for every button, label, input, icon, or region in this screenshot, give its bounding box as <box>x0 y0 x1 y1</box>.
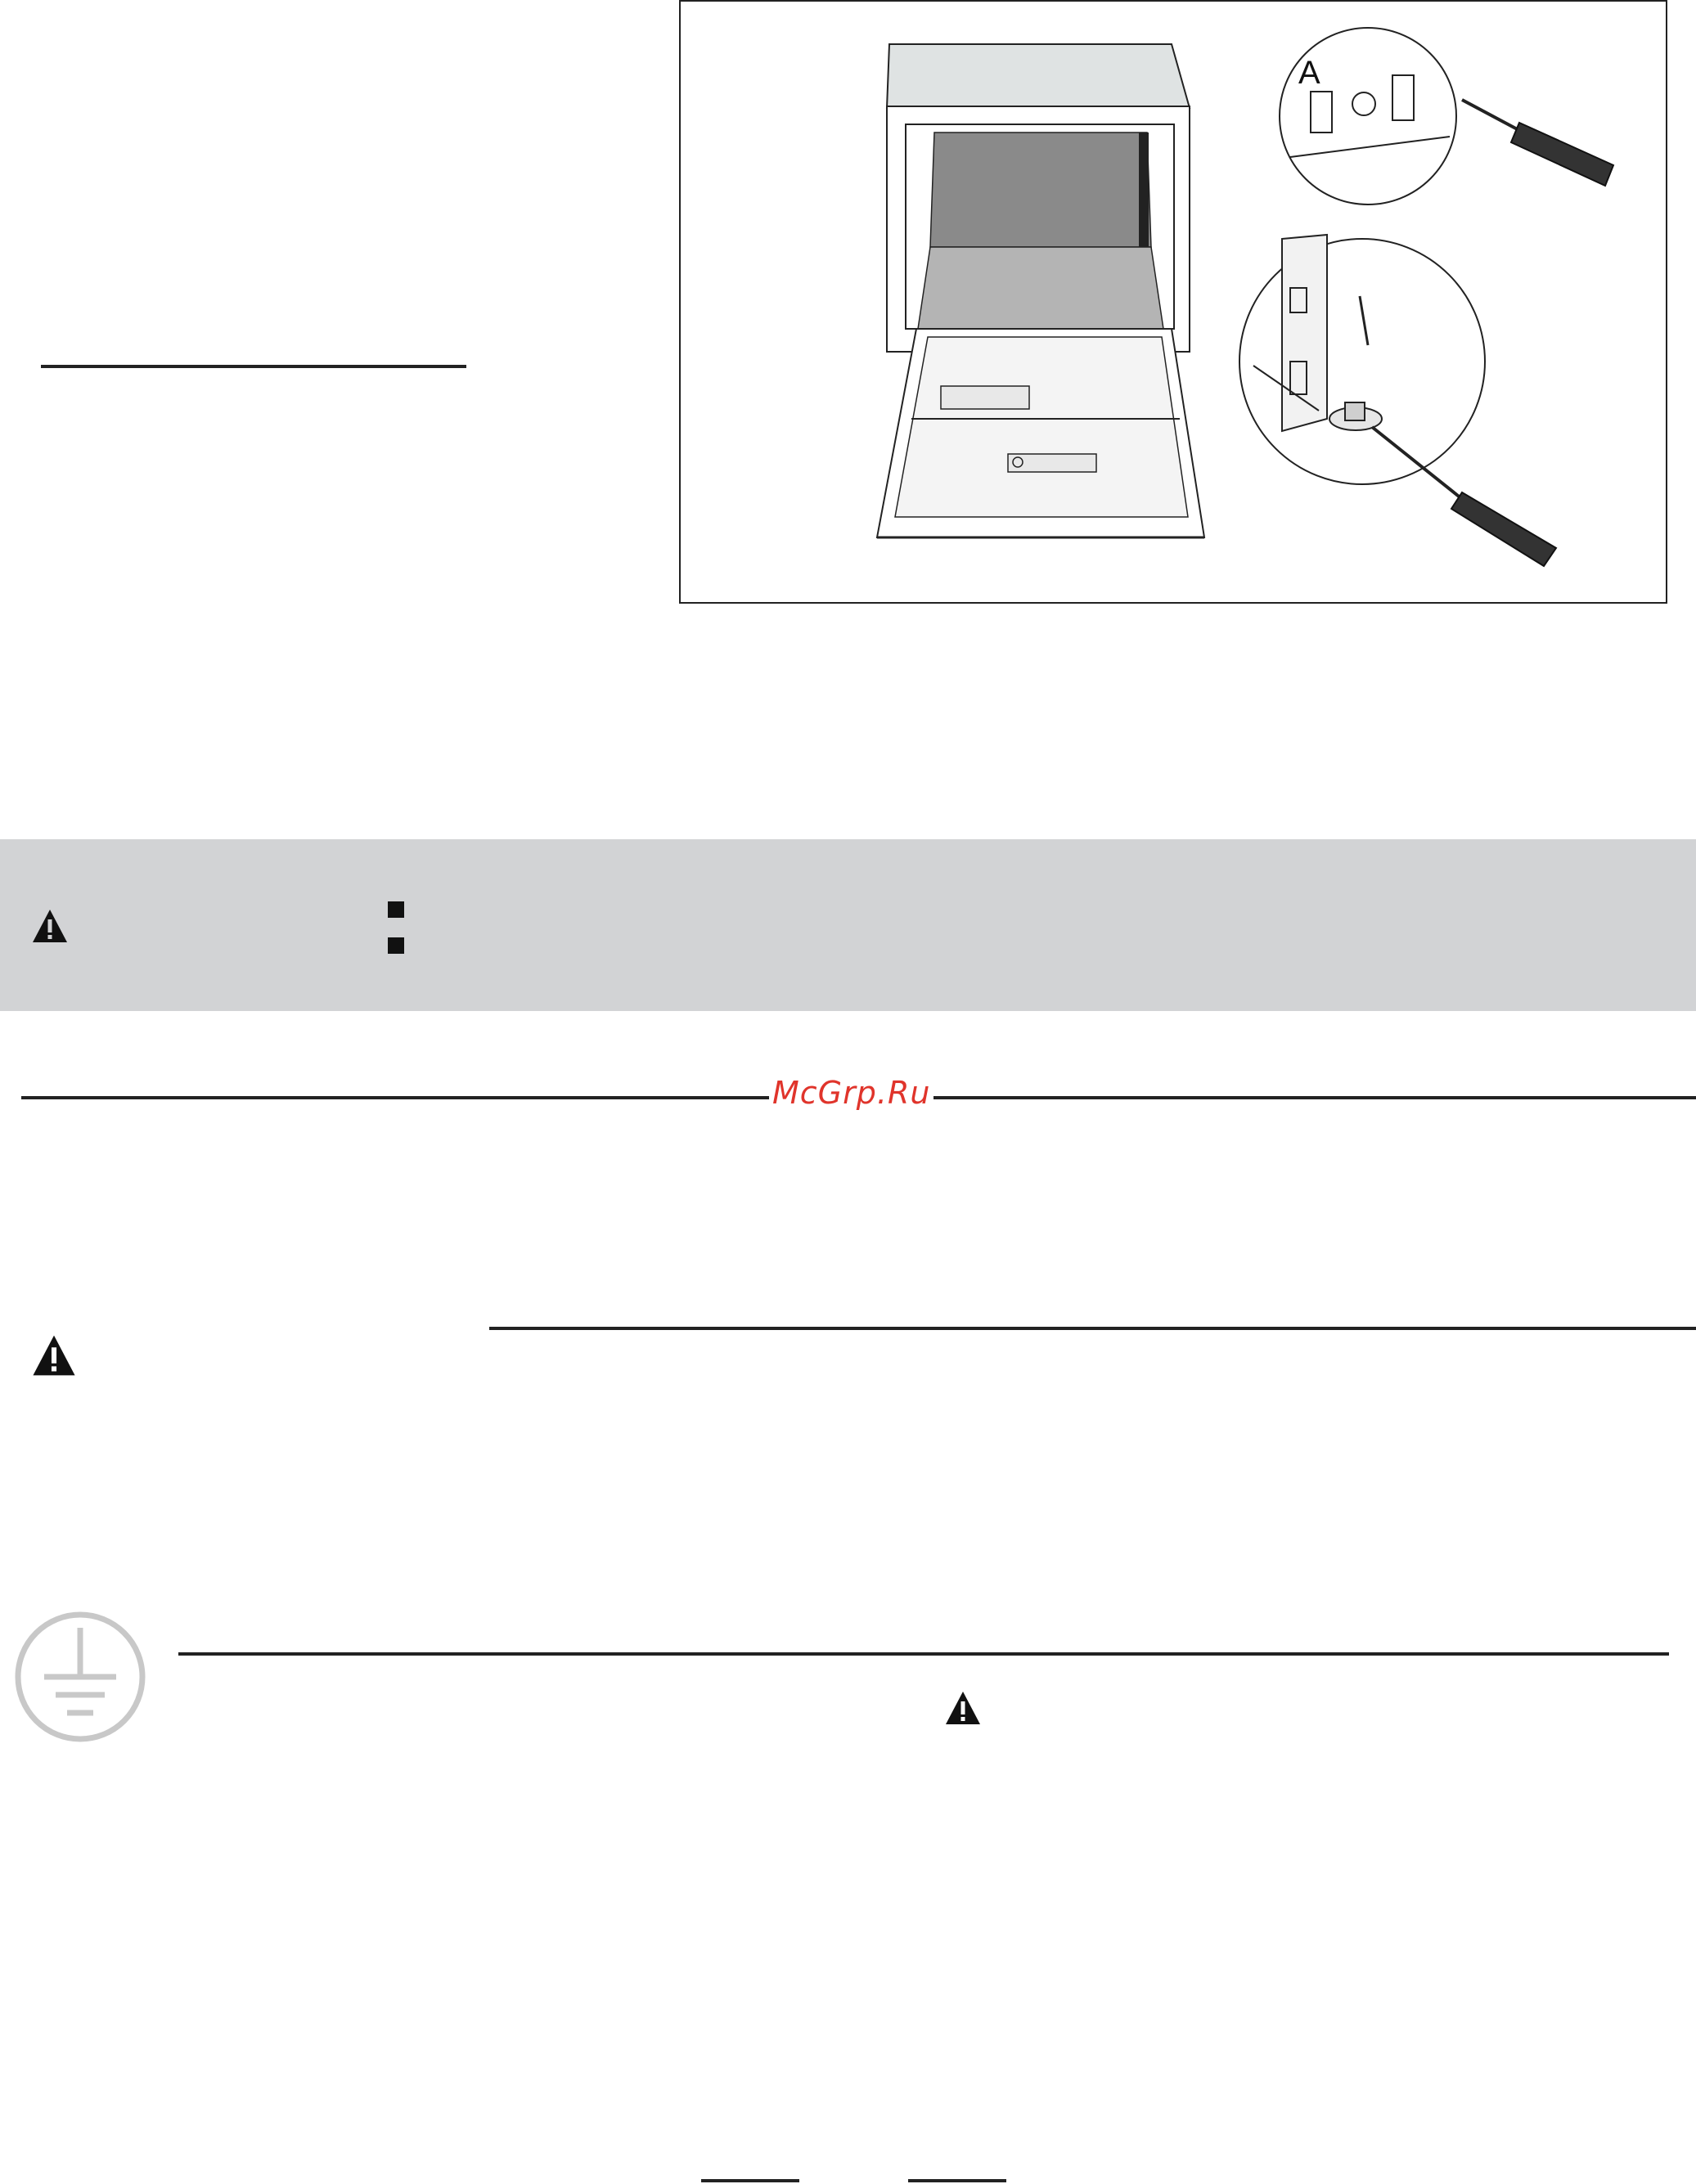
section-rule-ground <box>178 1652 1669 1656</box>
warning-icon <box>31 1333 77 1377</box>
installation-figure <box>679 0 1667 604</box>
ground-symbol-icon <box>13 1610 147 1744</box>
screwdriver-icon <box>1372 427 1556 566</box>
callout-label-a: A <box>1298 55 1320 91</box>
screwdriver-icon <box>1462 100 1613 186</box>
section-rule-top <box>41 365 466 368</box>
warning-icon <box>944 1690 982 1726</box>
dishwasher-illustration <box>681 2 1669 605</box>
warning-icon <box>31 908 69 944</box>
section-rule-mid <box>489 1327 1696 1330</box>
watermark: McGrp.Ru <box>769 1073 933 1112</box>
bottom-rule-right <box>908 2179 1006 2182</box>
list-bullet <box>388 937 404 954</box>
warning-band <box>0 839 1696 1011</box>
list-bullet <box>388 901 404 918</box>
bottom-rule-left <box>701 2179 799 2182</box>
